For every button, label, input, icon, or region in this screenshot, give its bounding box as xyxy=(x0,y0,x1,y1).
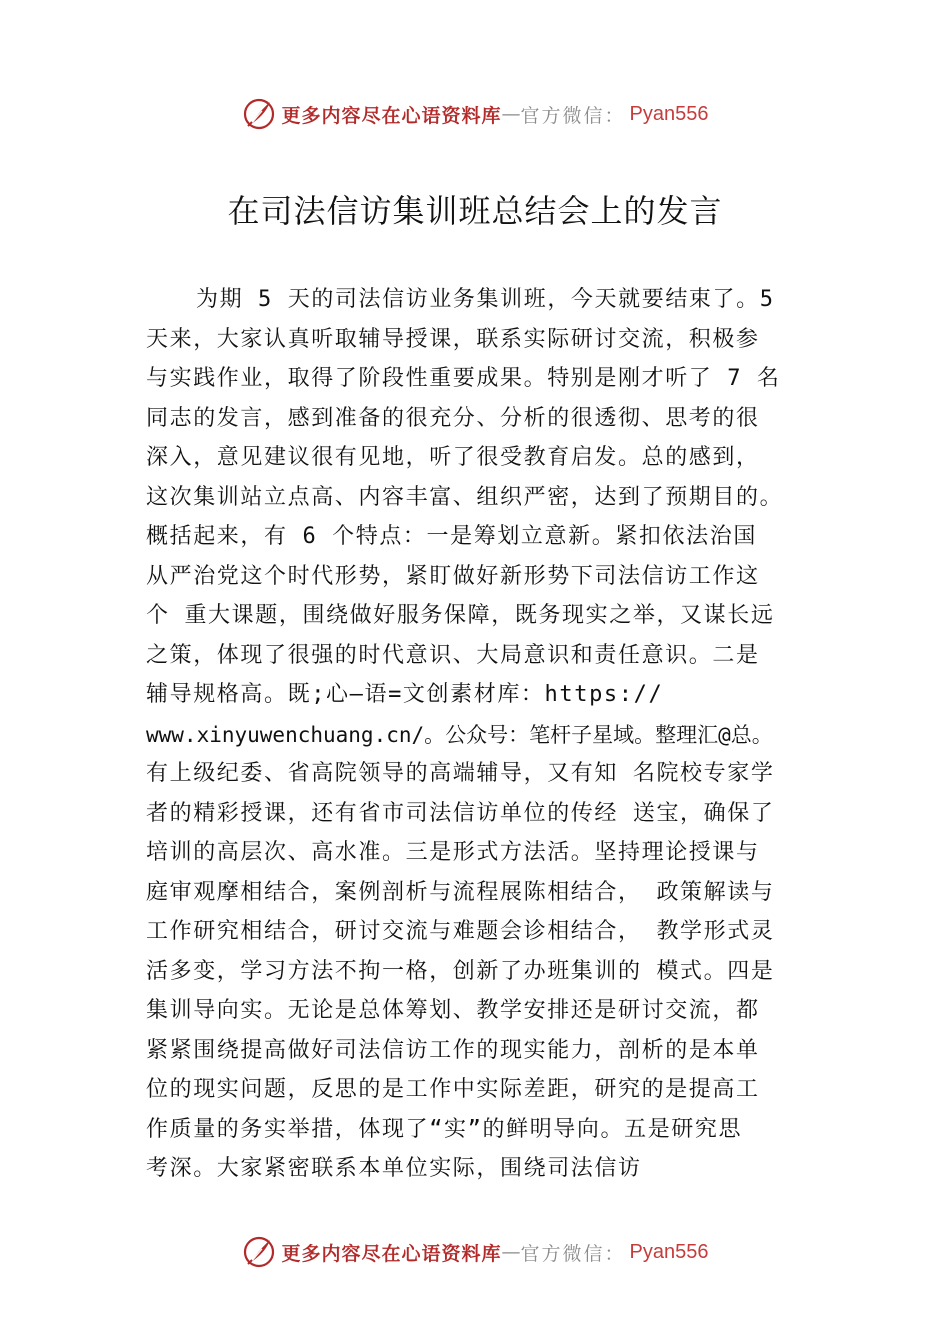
body-line: 培训的高层次、高水准。三是形式方法活。坚持理论授课与 xyxy=(146,840,760,865)
body-line: 工作研究相结合，研讨交流与难题会诊相结合， 教学形式灵 xyxy=(146,919,775,944)
body-line: 紧紧围绕提高做好司法信访工作的现实能力，剖析的是本单 xyxy=(146,1037,760,1063)
body-line: 集训导向实。无论是总体筹划、教学安排还是研讨交流，都 xyxy=(146,998,760,1023)
footer-banner xyxy=(0,1232,950,1272)
banner-wechat-label: 官方微信： xyxy=(520,104,626,127)
banner-wechat-label: 官方微信： xyxy=(520,1242,626,1265)
document-title: 在司法信访集训班总结会上的发言 xyxy=(227,192,723,230)
body-line: 有上级纪委、省高院领导的高端辅导，又有知 名院校专家学 xyxy=(146,761,775,786)
body-line: 庭审观摩相结合，案例剖析与流程展陈相结合， 政策解读与 xyxy=(146,879,775,905)
body-line: 个 重大课题，围绕做好服务保障，既务现实之举，又谋长远 xyxy=(146,603,775,628)
body-line: 从严治党这个时代形势，紧盯做好新形势下司法信访工作这 xyxy=(146,563,760,589)
banner-wechat-id: Pyan556 xyxy=(629,102,709,125)
banner-library-name: 更多内容尽在心语资料库 xyxy=(281,104,502,127)
banner-separator: — xyxy=(501,1241,521,1263)
body-line: 位的现实问题，反思的是工作中实际差距，研究的是提高工 xyxy=(146,1077,760,1102)
body-line: 辅导规格高。既;心—语=文创素材库：https:// xyxy=(146,682,664,707)
body-line: 之策，体现了很强的时代意识、大局意识和责任意识。二是 xyxy=(146,642,760,668)
banner-library-name: 更多内容尽在心语资料库 xyxy=(281,1242,502,1265)
body-line: 天来，大家认真听取辅导授课，联系实际研讨交流，积极参 xyxy=(146,326,760,352)
body-line: 这次集训站立点高、内容丰富、组织严密，达到了预期目的。 xyxy=(146,484,784,510)
body-line: www.xinyuwenchuang.cn/。公众号：笔杆子星域。整理汇@总。 xyxy=(146,722,773,747)
body-line: 为期 5 天的司法信访业务集训班，今天就要结束了。5 xyxy=(196,287,775,312)
banner-wechat-id: Pyan556 xyxy=(629,1240,709,1263)
body-line: 活多变，学习方法不拘一格，创新了办班集训的 模式。四是 xyxy=(146,958,775,984)
body-line: 与实践作业，取得了阶段性重要成果。特别是刚才听了 7 名 xyxy=(146,366,781,391)
body-line: 考深。大家紧密联系本单位实际，围绕司法信访 xyxy=(146,1156,642,1181)
body-line: 者的精彩授课，还有省市司法信访单位的传经 送宝，确保了 xyxy=(146,800,775,826)
header-banner xyxy=(0,94,950,134)
body-line: 同志的发言，感到准备的很充分、分析的很透彻、思考的很 xyxy=(146,405,760,431)
banner-separator: — xyxy=(501,103,521,125)
body-line: 概括起来，有 6 个特点：一是筹划立意新。紧扣依法治国 xyxy=(146,524,757,549)
body-line: 作质量的务实举措，体现了“实”的鲜明导向。五是研究思 xyxy=(146,1116,743,1142)
body-line: 深入，意见建议很有见地，听了很受教育启发。总的感到， xyxy=(146,445,760,470)
feather-pen-logo-icon xyxy=(242,97,276,131)
feather-pen-logo-icon xyxy=(242,1235,276,1269)
